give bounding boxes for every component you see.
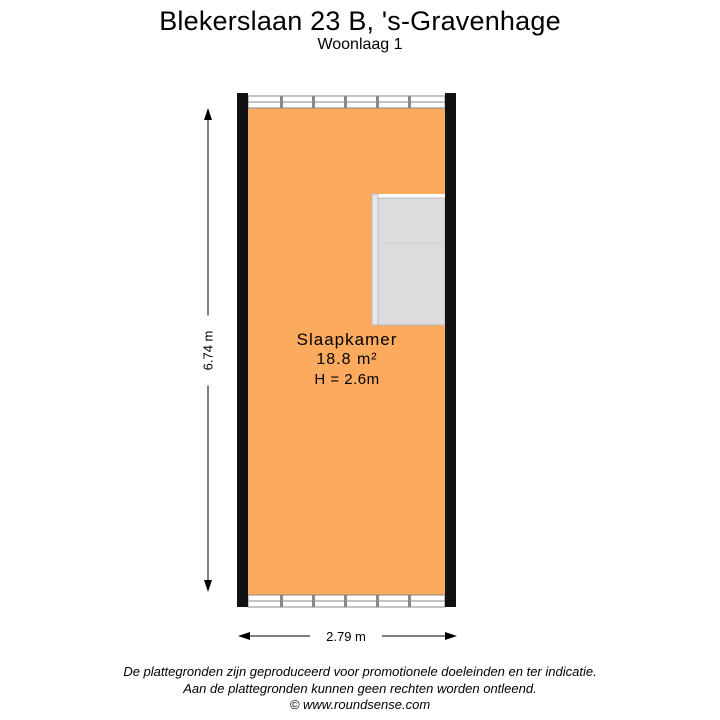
depth-dimension-label: 6.74 m bbox=[201, 316, 216, 386]
wall-left bbox=[237, 93, 248, 607]
disclaimer-line-1: De plattegronden zijn geproduceerd voor promotionele doeleinden en ter indicatie. bbox=[123, 664, 597, 679]
width-dimension-label: 2.79 m bbox=[310, 629, 382, 644]
copyright-line: © www.roundsense.com bbox=[289, 697, 431, 712]
room-area: 18.8 m² bbox=[316, 351, 378, 368]
window-bottom bbox=[248, 595, 445, 607]
plan-title: Blekerslaan 23 B, 's-Gravenhage bbox=[159, 6, 561, 36]
stair-opening bbox=[372, 194, 445, 325]
room-height: H = 2.6m bbox=[314, 371, 380, 388]
window-top bbox=[248, 96, 445, 108]
wall-right bbox=[445, 93, 456, 607]
room-name: Slaapkamer bbox=[296, 330, 398, 349]
floor-level-label: Woonlaag 1 bbox=[317, 36, 403, 53]
disclaimer-line-2: Aan de plattegronden kunnen geen rechten worden ontleend. bbox=[183, 681, 537, 696]
